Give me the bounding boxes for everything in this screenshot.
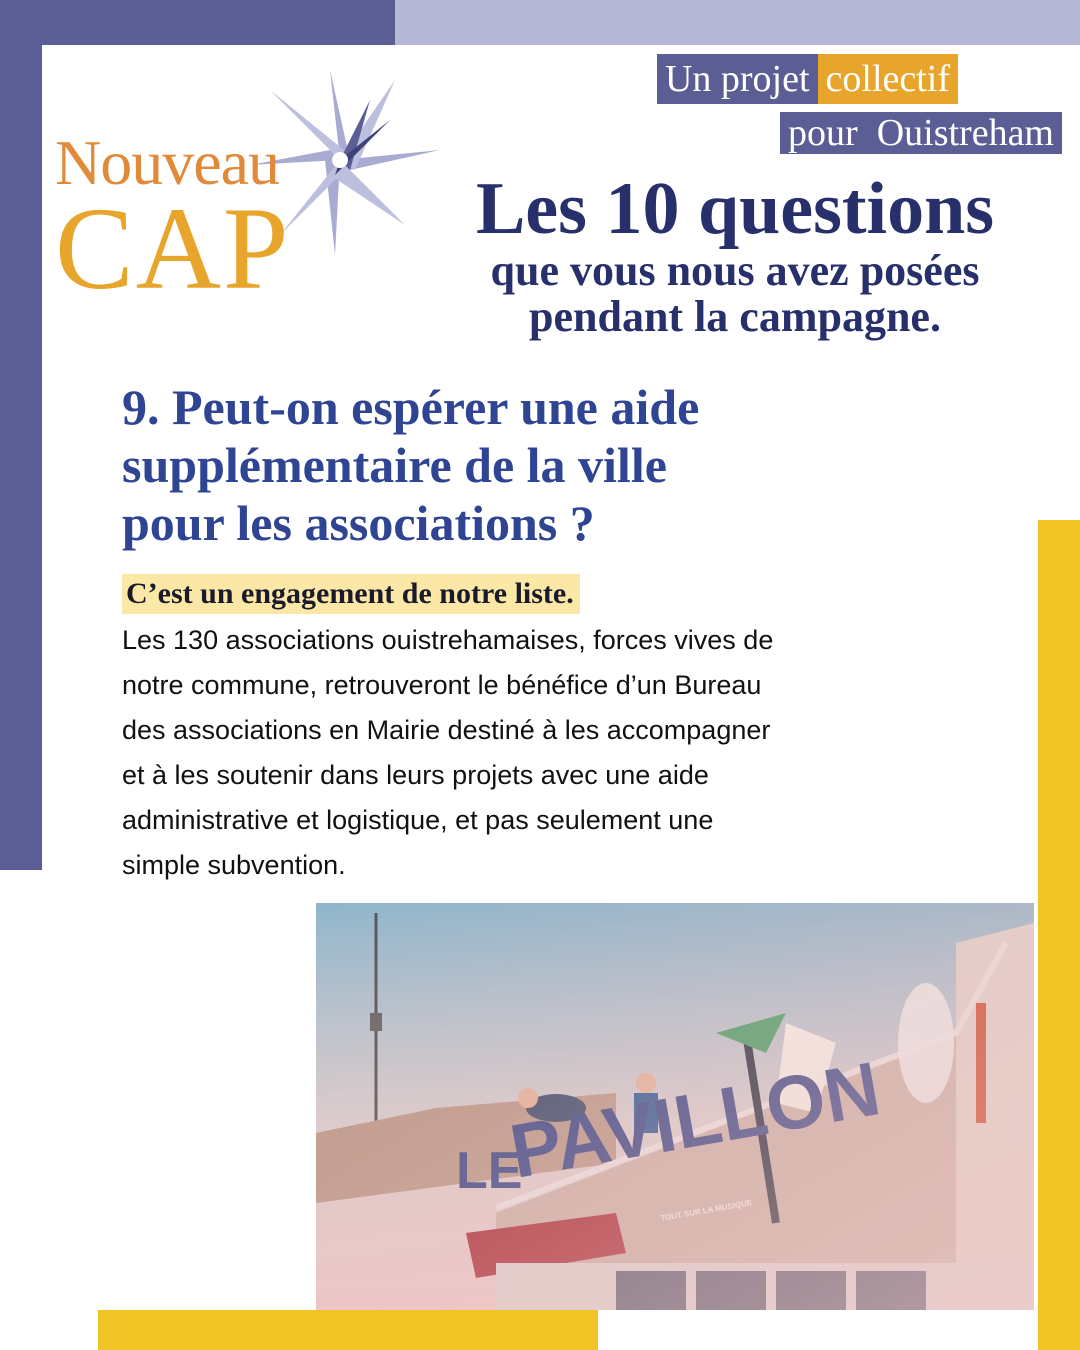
background-lavender-band (395, 0, 1080, 45)
headline-subtitle-2: pendant la campagne. (529, 292, 941, 341)
question-line: 9. Peut-on espérer une aide (122, 379, 700, 435)
yellow-accent-bar-bottom (98, 1310, 598, 1350)
nouveau-cap-logo (55, 60, 455, 314)
yellow-accent-bar-right (1038, 520, 1080, 1350)
answer-line: et à les soutenir dans leurs projets avec une aide (122, 760, 709, 790)
headline-title: Les 10 questions (475, 168, 995, 250)
answer-line: administrative et logistique, et pas seulement une (122, 805, 714, 835)
logo-cap-text: CAP (55, 183, 291, 314)
answer-highlight: C’est un engagement de notre liste. (122, 574, 580, 614)
answer-line: notre commune, retrouveront le bénéfice d’un Bureau (122, 670, 762, 700)
headline (420, 170, 1050, 340)
logo-nouveau-text: Nouveau (55, 127, 280, 198)
tagline-un-projet: Un projet (657, 54, 818, 104)
answer-line: Les 130 associations ouistrehamaises, forces vives de (122, 625, 774, 655)
question-title (122, 378, 882, 552)
answer-body (122, 618, 922, 888)
tagline-line-1 (657, 54, 958, 104)
answer-line: simple subvention. (122, 850, 346, 880)
question-line: pour les associations ? (122, 495, 595, 551)
le-pavillon-photo (316, 903, 1034, 1310)
headline-subtitle-1: que vous nous avez posées (490, 246, 980, 295)
tagline-collectif: collectif (818, 54, 958, 104)
question-line: supplémentaire de la ville (122, 437, 667, 493)
tagline-line-2 (780, 108, 1062, 158)
tagline-pour-ouistreham: pour Ouistreham (780, 112, 1062, 154)
answer-line: des associations en Mairie destiné à les accompagner (122, 715, 771, 745)
